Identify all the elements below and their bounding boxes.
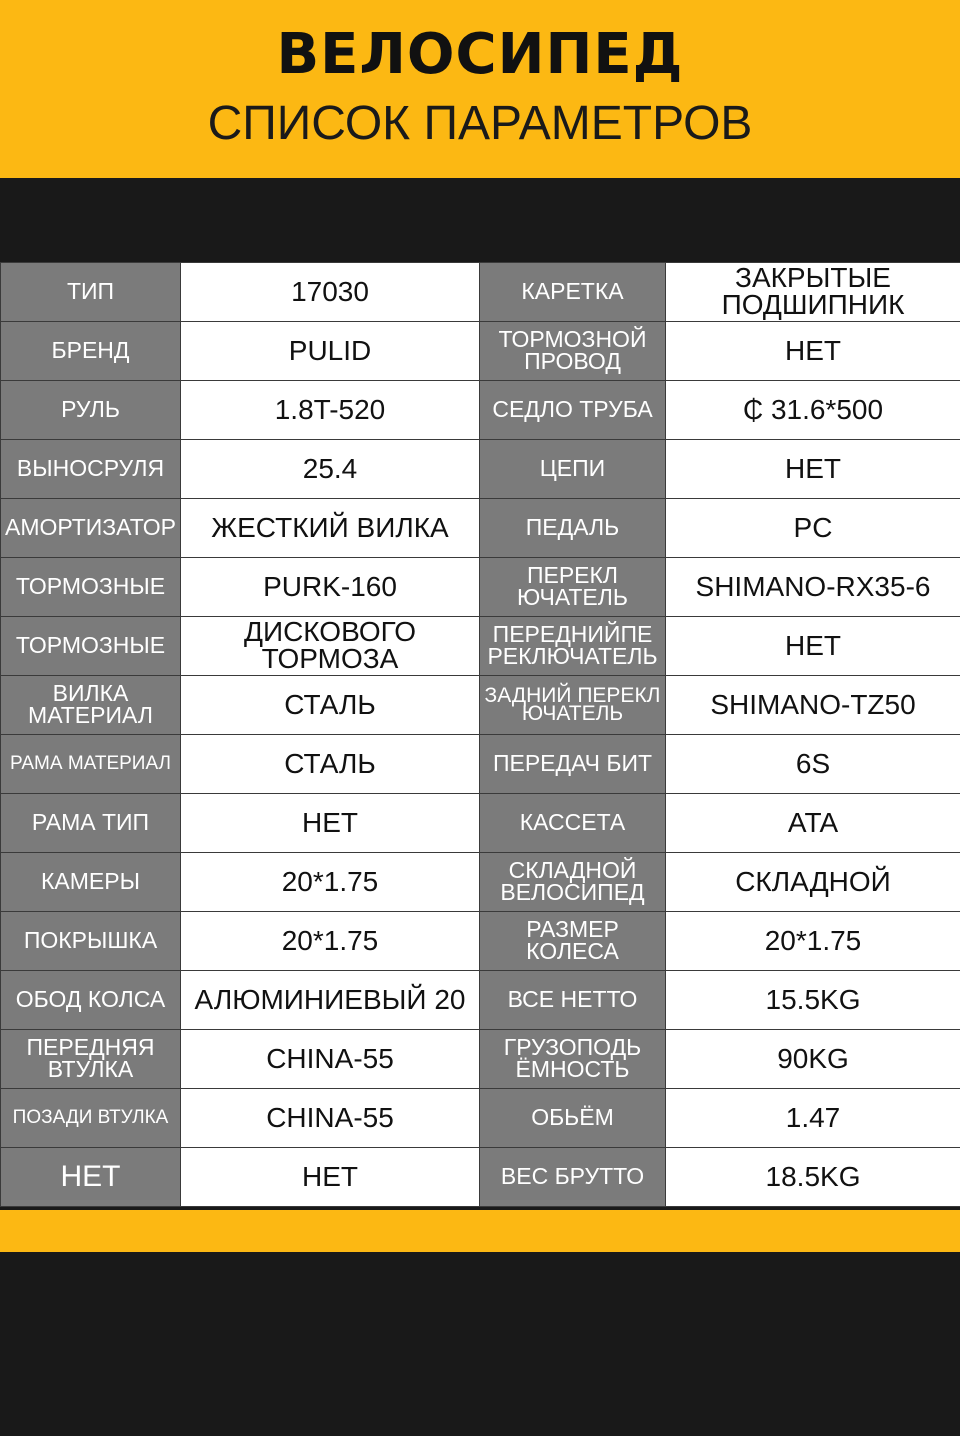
table-row bbox=[1, 381, 960, 440]
param-value: 17030 bbox=[181, 263, 480, 322]
param-label: ТИП bbox=[1, 263, 181, 322]
param-label: КАРЕТКА bbox=[480, 263, 666, 322]
table-row bbox=[1, 853, 960, 912]
param-value: НЕТ bbox=[181, 1148, 480, 1207]
param-value: PULID bbox=[181, 322, 480, 381]
param-value: СТАЛЬ bbox=[181, 735, 480, 794]
param-value: ATA bbox=[666, 794, 960, 853]
table-row bbox=[1, 499, 960, 558]
param-label: ОБЬЁМ bbox=[480, 1089, 666, 1148]
param-label: СКЛАДНОЙ ВЕЛОСИПЕД bbox=[480, 853, 666, 912]
param-value: 6S bbox=[666, 735, 960, 794]
param-value: НЕТ bbox=[666, 322, 960, 381]
param-label: РАЗМЕР КОЛЕСА bbox=[480, 912, 666, 971]
param-label: НЕТ bbox=[1, 1148, 181, 1207]
param-value: 1.47 bbox=[666, 1089, 960, 1148]
param-value: ₵ 31.6*500 bbox=[666, 381, 960, 440]
table-row bbox=[1, 912, 960, 971]
param-label: ВИЛКА МАТЕРИАЛ bbox=[1, 676, 181, 735]
param-label: РАМА МАТЕРИАЛ bbox=[1, 735, 181, 794]
param-label: КАМЕРЫ bbox=[1, 853, 181, 912]
param-value: 90KG bbox=[666, 1030, 960, 1089]
param-label: РАМА ТИП bbox=[1, 794, 181, 853]
param-label: КАССЕТА bbox=[480, 794, 666, 853]
table-row bbox=[1, 971, 960, 1030]
param-label: ПЕРЕДАЧ БИТ bbox=[480, 735, 666, 794]
param-value: ЗАКРЫТЫЕ ПОДШИПНИК bbox=[666, 263, 960, 322]
footer-band bbox=[0, 1210, 960, 1252]
param-label: ПОЗАДИ ВТУЛКА bbox=[1, 1089, 181, 1148]
param-label: ГРУЗОПОДЬ ЁМНОСТЬ bbox=[480, 1030, 666, 1089]
param-value: 25.4 bbox=[181, 440, 480, 499]
param-value: ЖЕСТКИЙ ВИЛКА bbox=[181, 499, 480, 558]
param-label: РУЛЬ bbox=[1, 381, 181, 440]
table-row bbox=[1, 1030, 960, 1089]
param-label: ОБОД КОЛСА bbox=[1, 971, 181, 1030]
param-label: БРЕНД bbox=[1, 322, 181, 381]
param-value: АЛЮМИНИЕВЫЙ 20 bbox=[181, 971, 480, 1030]
param-value: НЕТ bbox=[666, 617, 960, 676]
table-row bbox=[1, 1089, 960, 1148]
param-label: ПЕДАЛЬ bbox=[480, 499, 666, 558]
param-value: CHINA-55 bbox=[181, 1030, 480, 1089]
param-value: 20*1.75 bbox=[181, 853, 480, 912]
table-row bbox=[1, 735, 960, 794]
param-value: SHIMANO-RX35-6 bbox=[666, 558, 960, 617]
param-value: CHINA-55 bbox=[181, 1089, 480, 1148]
table-row bbox=[1, 263, 960, 322]
table-row bbox=[1, 558, 960, 617]
param-value: 1.8T-520 bbox=[181, 381, 480, 440]
param-label: ПЕРЕДНИЙПЕ РЕКЛЮЧАТЕЛЬ bbox=[480, 617, 666, 676]
param-label: ЗАДНИЙ ПЕРЕКЛ ЮЧАТЕЛЬ bbox=[480, 676, 666, 735]
param-label: ВЫНОСРУЛЯ bbox=[1, 440, 181, 499]
param-value: SHIMANO-TZ50 bbox=[666, 676, 960, 735]
param-value: 20*1.75 bbox=[181, 912, 480, 971]
param-value: PC bbox=[666, 499, 960, 558]
table-row bbox=[1, 322, 960, 381]
param-label: ЦЕПИ bbox=[480, 440, 666, 499]
param-value: 18.5KG bbox=[666, 1148, 960, 1207]
spec-table bbox=[0, 262, 960, 1207]
param-value: НЕТ bbox=[181, 794, 480, 853]
param-value: ДИСКОВОГО ТОРМОЗА bbox=[181, 617, 480, 676]
param-value: PURK-160 bbox=[181, 558, 480, 617]
param-value: СКЛАДНОЙ bbox=[666, 853, 960, 912]
param-label: ПЕРЕКЛ ЮЧАТЕЛЬ bbox=[480, 558, 666, 617]
table-row bbox=[1, 676, 960, 735]
param-label: СЕДЛО ТРУБА bbox=[480, 381, 666, 440]
param-value: 15.5KG bbox=[666, 971, 960, 1030]
param-label: ПЕРЕДНЯЯ ВТУЛКА bbox=[1, 1030, 181, 1089]
table-row bbox=[1, 794, 960, 853]
param-value: 20*1.75 bbox=[666, 912, 960, 971]
param-label: ТОРМОЗНОЙ ПРОВОД bbox=[480, 322, 666, 381]
table-row bbox=[1, 1148, 960, 1207]
table-row bbox=[1, 440, 960, 499]
param-value: НЕТ bbox=[666, 440, 960, 499]
param-value: СТАЛЬ bbox=[181, 676, 480, 735]
param-label: ТОРМОЗНЫЕ bbox=[1, 617, 181, 676]
header-banner bbox=[0, 0, 960, 178]
param-label: ПОКРЫШКА bbox=[1, 912, 181, 971]
table-row bbox=[1, 617, 960, 676]
page-subtitle: СПИСОК ПАРАМЕТРОВ bbox=[207, 97, 753, 150]
param-label: ВСЕ НЕТТО bbox=[480, 971, 666, 1030]
param-label: ТОРМОЗНЫЕ bbox=[1, 558, 181, 617]
page-title: ВЕЛОСИПЕД bbox=[276, 22, 684, 87]
param-label: АМОРТИЗАТОР bbox=[1, 499, 181, 558]
param-label: ВЕС БРУТТО bbox=[480, 1148, 666, 1207]
